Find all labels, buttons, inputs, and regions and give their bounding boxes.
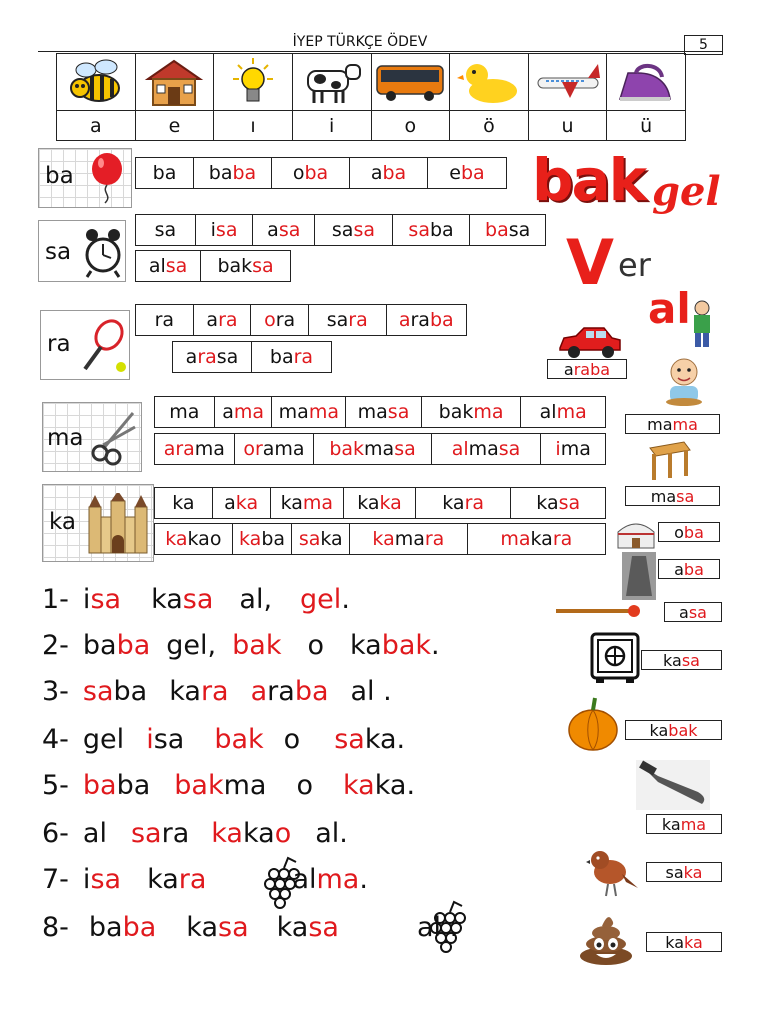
word-cell: o ba <box>272 158 350 188</box>
sentence-7 <box>42 864 368 895</box>
balloon-icon <box>87 151 127 205</box>
poop-emoji-icon <box>576 906 636 966</box>
syllable-label: ba <box>45 163 74 189</box>
vowel-cell-a <box>57 54 136 140</box>
word-cell: a ma <box>215 397 273 427</box>
vowel-letter: u <box>561 114 574 137</box>
vowel-letter: o <box>404 114 417 137</box>
syllable-card-ba <box>38 148 132 208</box>
castle-icon <box>87 493 149 555</box>
sentence-4 <box>42 724 405 755</box>
verb-ver-v: V <box>566 226 614 299</box>
sentence-word: isa <box>82 864 122 895</box>
word-cell: bak ma sa <box>314 434 431 464</box>
word-row-ba <box>135 157 507 189</box>
dagger-icon <box>636 760 710 810</box>
word-cell: al ma sa <box>432 434 542 464</box>
sentence-number: 2- <box>42 630 69 661</box>
sentence-word: saka. <box>334 724 406 755</box>
sentence-word: al. <box>315 818 348 849</box>
sentence-3 <box>42 676 392 707</box>
word-cell: a ra <box>194 305 252 335</box>
word-cell: sa <box>136 215 196 245</box>
word-label-kabak: ka bak <box>625 720 722 740</box>
word-cell: ma ma <box>272 397 346 427</box>
syllable-card-ka <box>42 484 154 562</box>
worksheet-title: İYEP TÜRKÇE ÖDEV <box>292 34 428 50</box>
word-cell: ra <box>136 305 194 335</box>
sentence-word: o <box>296 770 314 801</box>
word-cell: ba ra <box>269 346 314 368</box>
word-row-ra-2 <box>172 341 332 373</box>
word-label-kasa: ka sa <box>641 650 722 670</box>
word-cell: ma <box>155 397 215 427</box>
word-cell: ma ka ra <box>500 528 573 550</box>
word-cell: a ra sa <box>173 342 252 372</box>
word-row-ma-1 <box>154 396 606 428</box>
word-cell: ba sa <box>485 219 531 241</box>
vowel-letter: e <box>168 114 181 137</box>
word-cell: sa sa <box>315 215 393 245</box>
safe-icon <box>590 632 640 684</box>
word-label-oba: o ba <box>658 522 720 542</box>
word-row-ma-2 <box>154 433 606 465</box>
word-label-asa: a sa <box>664 602 722 622</box>
vowel-cell-i <box>293 54 372 140</box>
sentence-2 <box>42 630 440 661</box>
word-cell: sa ba <box>393 215 471 245</box>
word-label-masa: ma sa <box>625 486 720 506</box>
sentence-8 <box>42 912 458 943</box>
word-row-sa-1 <box>135 214 546 246</box>
sentence-number: 3- <box>42 676 69 707</box>
syllable-label: ka <box>49 509 77 535</box>
syllable-card-ra <box>40 310 130 380</box>
sentence-word: kakao <box>211 818 292 849</box>
word-cell: o ra <box>251 305 309 335</box>
sentence-word: al . <box>350 676 392 707</box>
word-label-kama: ka ma <box>646 814 722 834</box>
word-cell: sa ka <box>292 524 350 554</box>
word-cell: ara ma <box>155 434 235 464</box>
sentence-word: gel. <box>300 584 350 615</box>
sentence-word: kara <box>169 676 229 707</box>
sentence-word: gel, <box>166 630 217 661</box>
word-cell: a ba <box>350 158 428 188</box>
vowel-cell-e <box>136 54 215 140</box>
word-cell: ba <box>136 158 194 188</box>
syllable-card-ma <box>42 402 142 472</box>
word-row-ka-1 <box>154 487 606 519</box>
word-label-aba: a ba <box>658 559 720 579</box>
sentence-5 <box>42 770 415 801</box>
verb-bak: bak <box>532 146 646 214</box>
sentence-word: kaka. <box>343 770 416 801</box>
word-cell: ka ka <box>344 488 416 518</box>
word-cell: sa ra <box>309 305 387 335</box>
vowel-cell-ı <box>214 54 293 140</box>
sentence-word: al, <box>239 584 273 615</box>
word-cell: e ba <box>449 162 485 184</box>
word-cell: al ma <box>539 401 587 423</box>
word-label-araba: a ra ba <box>547 359 627 379</box>
sentence-word: bak <box>214 724 264 755</box>
bird-icon <box>586 842 640 900</box>
vowel-letter: i <box>329 114 335 137</box>
boy-icon <box>688 300 716 350</box>
header-rule <box>38 51 722 52</box>
word-cell: ka ma ra <box>350 524 467 554</box>
vowel-cell-ö <box>450 54 529 140</box>
sentence-word: sara <box>130 818 190 849</box>
bus-icon <box>372 54 450 111</box>
verb-ver-rest: er <box>618 246 651 284</box>
sentence-word: baba <box>88 912 157 943</box>
airplane-icon <box>529 54 607 111</box>
baby-eating-icon <box>660 356 708 408</box>
sentence-number: 6- <box>42 818 69 849</box>
sentence-word: bak <box>232 630 282 661</box>
word-cell: ka ra <box>416 488 512 518</box>
sentence-number: 4- <box>42 724 69 755</box>
word-label-kaka: ka ka <box>646 932 722 952</box>
sentence-number: 1- <box>42 584 69 615</box>
scissors-icon <box>89 409 139 467</box>
vowel-letter: ı <box>250 114 256 137</box>
sentence-word: bakma <box>174 770 267 801</box>
word-cell: a ra ba <box>398 309 454 331</box>
verb-al: al <box>648 284 691 333</box>
sentence-word: kabak. <box>350 630 440 661</box>
table-icon <box>648 440 692 482</box>
word-cell: ka <box>155 488 213 518</box>
sentence-word: saba <box>82 676 148 707</box>
word-label-mama: ma ma <box>625 414 720 434</box>
sentence-6 <box>42 818 348 849</box>
sentence-word: alma. <box>292 864 368 895</box>
sentence-number: 7- <box>42 864 69 895</box>
word-cell: ma sa <box>346 397 422 427</box>
car-icon <box>556 324 624 360</box>
lightbulb-icon <box>214 54 292 111</box>
word-cell: bak sa <box>217 255 274 277</box>
vowel-cell-ü <box>607 54 685 140</box>
sentence-word: al . <box>416 912 459 943</box>
sentence-word: gel <box>82 724 125 755</box>
sentence-word: baba <box>82 630 151 661</box>
duckling-icon <box>450 54 528 111</box>
word-cell: ka ma <box>271 488 345 518</box>
sentence-word: kasa <box>151 584 214 615</box>
word-row-ka-2 <box>154 523 606 555</box>
syllable-label: ma <box>47 425 84 451</box>
word-cell: i ma <box>555 438 591 460</box>
syllable-label: sa <box>45 239 72 265</box>
sentence-word: baba <box>82 770 151 801</box>
sentence-number: 8- <box>42 912 69 943</box>
sentence-word: isa <box>146 724 185 755</box>
word-cell: bak ma <box>422 397 522 427</box>
yurt-icon <box>614 516 658 550</box>
sentence-word: kara <box>147 864 207 895</box>
syllable-card-sa <box>38 220 126 282</box>
vowel-letter: ö <box>483 114 495 137</box>
word-cell: or ama <box>235 434 315 464</box>
verb-gel: gel <box>652 168 721 215</box>
vowel-table <box>56 53 686 141</box>
cow-icon <box>293 54 371 111</box>
sentence-number: 5- <box>42 770 69 801</box>
sentence-word: isa <box>82 584 122 615</box>
word-cell: a ka <box>213 488 271 518</box>
vowel-cell-u <box>529 54 608 140</box>
house-icon <box>136 54 214 111</box>
word-cell: ka kao <box>155 524 233 554</box>
sentence-word: o <box>307 630 324 661</box>
vowel-cell-o <box>372 54 451 140</box>
word-label-saka: sa ka <box>646 862 722 882</box>
word-cell: al sa <box>136 251 201 281</box>
word-cell: ba ba <box>194 158 272 188</box>
word-row-ra-1 <box>135 304 467 336</box>
pumpkin-icon <box>566 696 620 754</box>
sentence-word: kasa <box>276 912 339 943</box>
word-row-sa-2 <box>135 250 291 282</box>
word-cell: a sa <box>253 215 315 245</box>
sentence-1 <box>42 584 350 615</box>
tennis-racket-icon <box>81 317 127 375</box>
iron-icon <box>607 54 685 111</box>
vowel-letter: ü <box>640 114 653 137</box>
cloak-icon <box>622 552 656 600</box>
word-cell: ka ba <box>233 524 293 554</box>
word-cell: ka sa <box>536 492 581 514</box>
alarm-clock-icon <box>83 227 123 279</box>
syllable-label: ra <box>47 331 71 357</box>
word-cell: i sa <box>196 215 254 245</box>
sentence-word: kasa <box>186 912 249 943</box>
vowel-letter: a <box>89 114 102 137</box>
sentence-word: al <box>82 818 107 849</box>
sentence-word: araba <box>250 676 329 707</box>
bee-icon <box>57 54 135 111</box>
page-number: 5 <box>684 35 723 55</box>
staff-icon <box>554 602 646 620</box>
sentence-word: o <box>283 724 301 755</box>
